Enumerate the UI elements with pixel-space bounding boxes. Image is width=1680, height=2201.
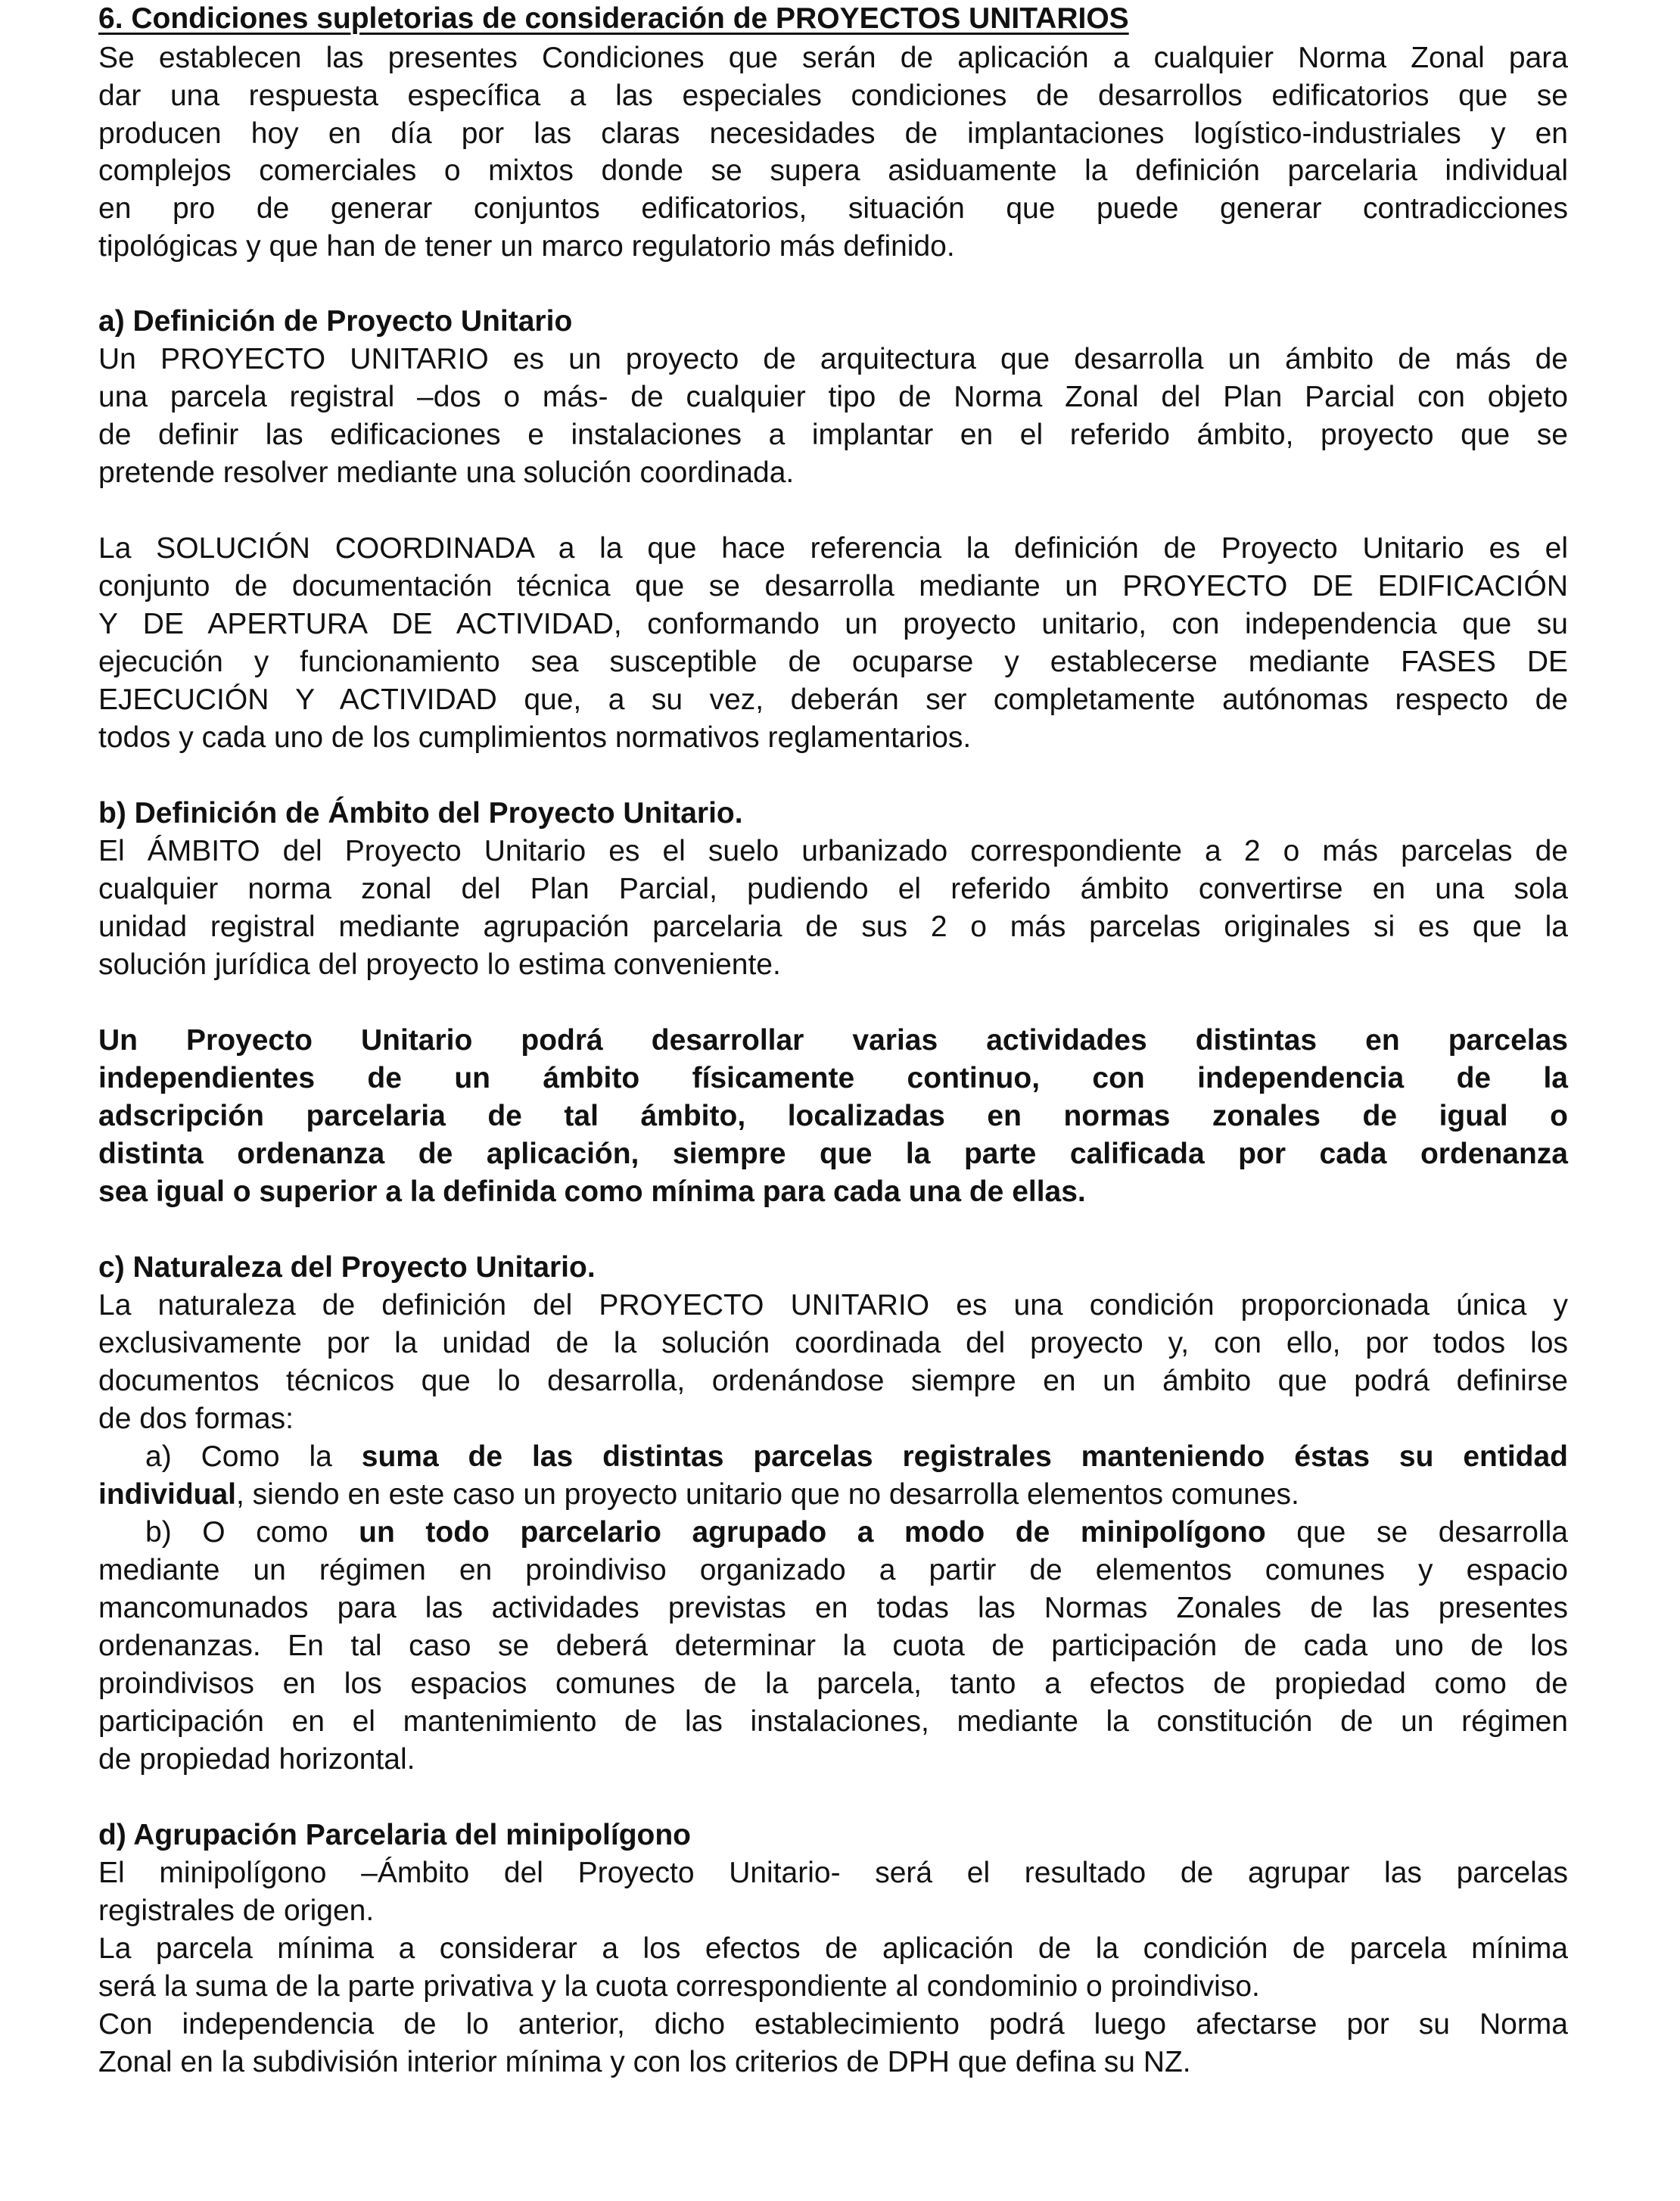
list-item-a-prefix: a) Como la xyxy=(145,1440,362,1473)
list-item-a-bold2: individual xyxy=(98,1478,237,1511)
para-line: Zonal en la subdivisión interior mínima y con los criterios de DPH que defina su NZ. xyxy=(98,2046,1191,2078)
para-line: será la suma de la parte privativa y la cuota correspondiente al condominio o proindiviso. xyxy=(98,1970,1260,2003)
section-title: 6. Condiciones supletorias de consideración de PROYECTOS UNITARIOS xyxy=(98,2,1129,35)
para-line: La naturaleza de definición del PROYECTO UNITARIO es una condición proporcionada única y xyxy=(98,1289,1568,1322)
para-line: proindivisos en los espacios comunes de la parcela, tanto a efectos de propiedad como de xyxy=(98,1667,1568,1700)
para-line: La parcela mínima a considerar a los efectos de aplicación de la condición de parcela mínima xyxy=(98,1932,1568,1965)
para-line: El minipolígono –Ámbito del Proyecto Unitario- será el resultado de agrupar las parcelas xyxy=(98,1857,1568,1889)
list-item-a xyxy=(98,1438,1568,1476)
para-line: El ÁMBITO del Proyecto Unitario es el suelo urbanizado correspondiente a 2 o más parcelas de xyxy=(98,835,1568,867)
intro-line: Se establecen las presentes Condiciones que serán de aplicación a cualquier Norma Zonal para xyxy=(98,42,1568,74)
list-item-b-suffix: que se desarrolla xyxy=(1265,1516,1568,1549)
para-line: de propiedad horizontal. xyxy=(98,1743,415,1776)
para-line: cualquier norma zonal del Plan Parcial, pudiendo el referido ámbito convertirse en una sola xyxy=(98,873,1568,905)
para-line: de definir las edificaciones e instalaciones a implantar en el referido ámbito, proyecto que se xyxy=(98,419,1568,451)
list-item-b xyxy=(98,1514,1568,1552)
para-line: solución jurídica del proyecto lo estima conveniente. xyxy=(98,948,781,981)
bold-para-line: Un Proyecto Unitario podrá desarrollar varias actividades distintas en parcelas xyxy=(98,1024,1568,1057)
heading-c: c) Naturaleza del Proyecto Unitario. xyxy=(98,1251,596,1284)
para-line: pretende resolver mediante una solución coordinada. xyxy=(98,456,795,489)
para-line: Con independencia de lo anterior, dicho establecimiento podrá luego afectarse por su Norma xyxy=(98,2008,1568,2041)
intro-line: tipológicas y que han de tener un marco regulatorio más definido. xyxy=(98,230,955,263)
intro-line: en pro de generar conjuntos edificatorios, situación que puede generar contradicciones xyxy=(98,192,1568,225)
list-item-a-bold: suma de las distintas parcelas registrales manteniendo éstas su entidad xyxy=(361,1440,1568,1473)
bold-para-line: adscripción parcelaria de tal ámbito, localizadas en normas zonales de igual o xyxy=(98,1100,1568,1132)
heading-a: a) Definición de Proyecto Unitario xyxy=(98,305,573,338)
para-line: de dos formas: xyxy=(98,1402,294,1435)
intro-line: dar una respuesta específica a las especiales condiciones de desarrollos edificatorios que se xyxy=(98,79,1568,112)
para-line: exclusivamente por la unidad de la solución coordinada del proyecto y, con ello, por todos los xyxy=(98,1327,1568,1359)
para-line: documentos técnicos que lo desarrolla, ordenándose siempre en un ámbito que podrá definirse xyxy=(98,1365,1568,1397)
para-line: todos y cada uno de los cumplimientos normativos reglamentarios. xyxy=(98,721,972,754)
intro-line: complejos comerciales o mixtos donde se supera asiduamente la definición parcelaria individual xyxy=(98,154,1568,187)
heading-d: d) Agrupación Parcelaria del minipolígono xyxy=(98,1819,691,1851)
para-line: mancomunados para las actividades previstas en todas las Normas Zonales de las presentes xyxy=(98,1592,1568,1624)
para-line: unidad registral mediante agrupación parcelaria de sus 2 o más parcelas originales si es que la xyxy=(98,911,1568,943)
para-line: mediante un régimen en proindiviso organizado a partir de elementos comunes y espacio xyxy=(98,1554,1568,1586)
para-line: ejecución y funcionamiento sea susceptible de ocuparse y establecerse mediante FASES DE xyxy=(98,646,1568,678)
bold-para-line: independientes de un ámbito físicamente continuo, con independencia de la xyxy=(98,1062,1568,1094)
para-line: participación en el mantenimiento de las instalaciones, mediante la constitución de un régimen xyxy=(98,1705,1568,1738)
list-item-a-rest: , siendo en este caso un proyecto unitario que no desarrolla elementos comunes. xyxy=(236,1478,1299,1511)
para-line: conjunto de documentación técnica que se desarrolla mediante un PROYECTO DE EDIFICACIÓN xyxy=(98,570,1568,602)
list-item-b-bold: un todo parcelario agrupado a modo de minipolígono xyxy=(359,1516,1266,1549)
para-line: Y DE APERTURA DE ACTIVIDAD, conformando un proyecto unitario, con independencia que su xyxy=(98,608,1568,640)
intro-line: producen hoy en día por las claras necesidades de implantaciones logístico-industriales y en xyxy=(98,117,1568,150)
list-item-b-prefix: b) O como xyxy=(145,1516,359,1549)
para-line: EJECUCIÓN Y ACTIVIDAD que, a su vez, deberán ser completamente autónomas respecto de xyxy=(98,683,1568,716)
bold-para-line: sea igual o superior a la definida como mínima para cada una de ellas. xyxy=(98,1175,1086,1208)
list-item-a-cont xyxy=(98,1476,1568,1514)
para-line: Un PROYECTO UNITARIO es un proyecto de arquitectura que desarrolla un ámbito de más de xyxy=(98,343,1568,375)
para-line: La SOLUCIÓN COORDINADA a la que hace referencia la definición de Proyecto Unitario es el xyxy=(98,532,1568,565)
para-line: ordenanzas. En tal caso se deberá determinar la cuota de participación de cada uno de los xyxy=(98,1630,1568,1662)
bold-para-line: distinta ordenanza de aplicación, siempre que la parte calificada por cada ordenanza xyxy=(98,1138,1568,1170)
heading-b: b) Definición de Ámbito del Proyecto Unitario. xyxy=(98,797,743,830)
para-line: registrales de origen. xyxy=(98,1894,375,1927)
para-line: una parcela registral –dos o más- de cualquier tipo de Norma Zonal del Plan Parcial con objeto xyxy=(98,381,1568,413)
